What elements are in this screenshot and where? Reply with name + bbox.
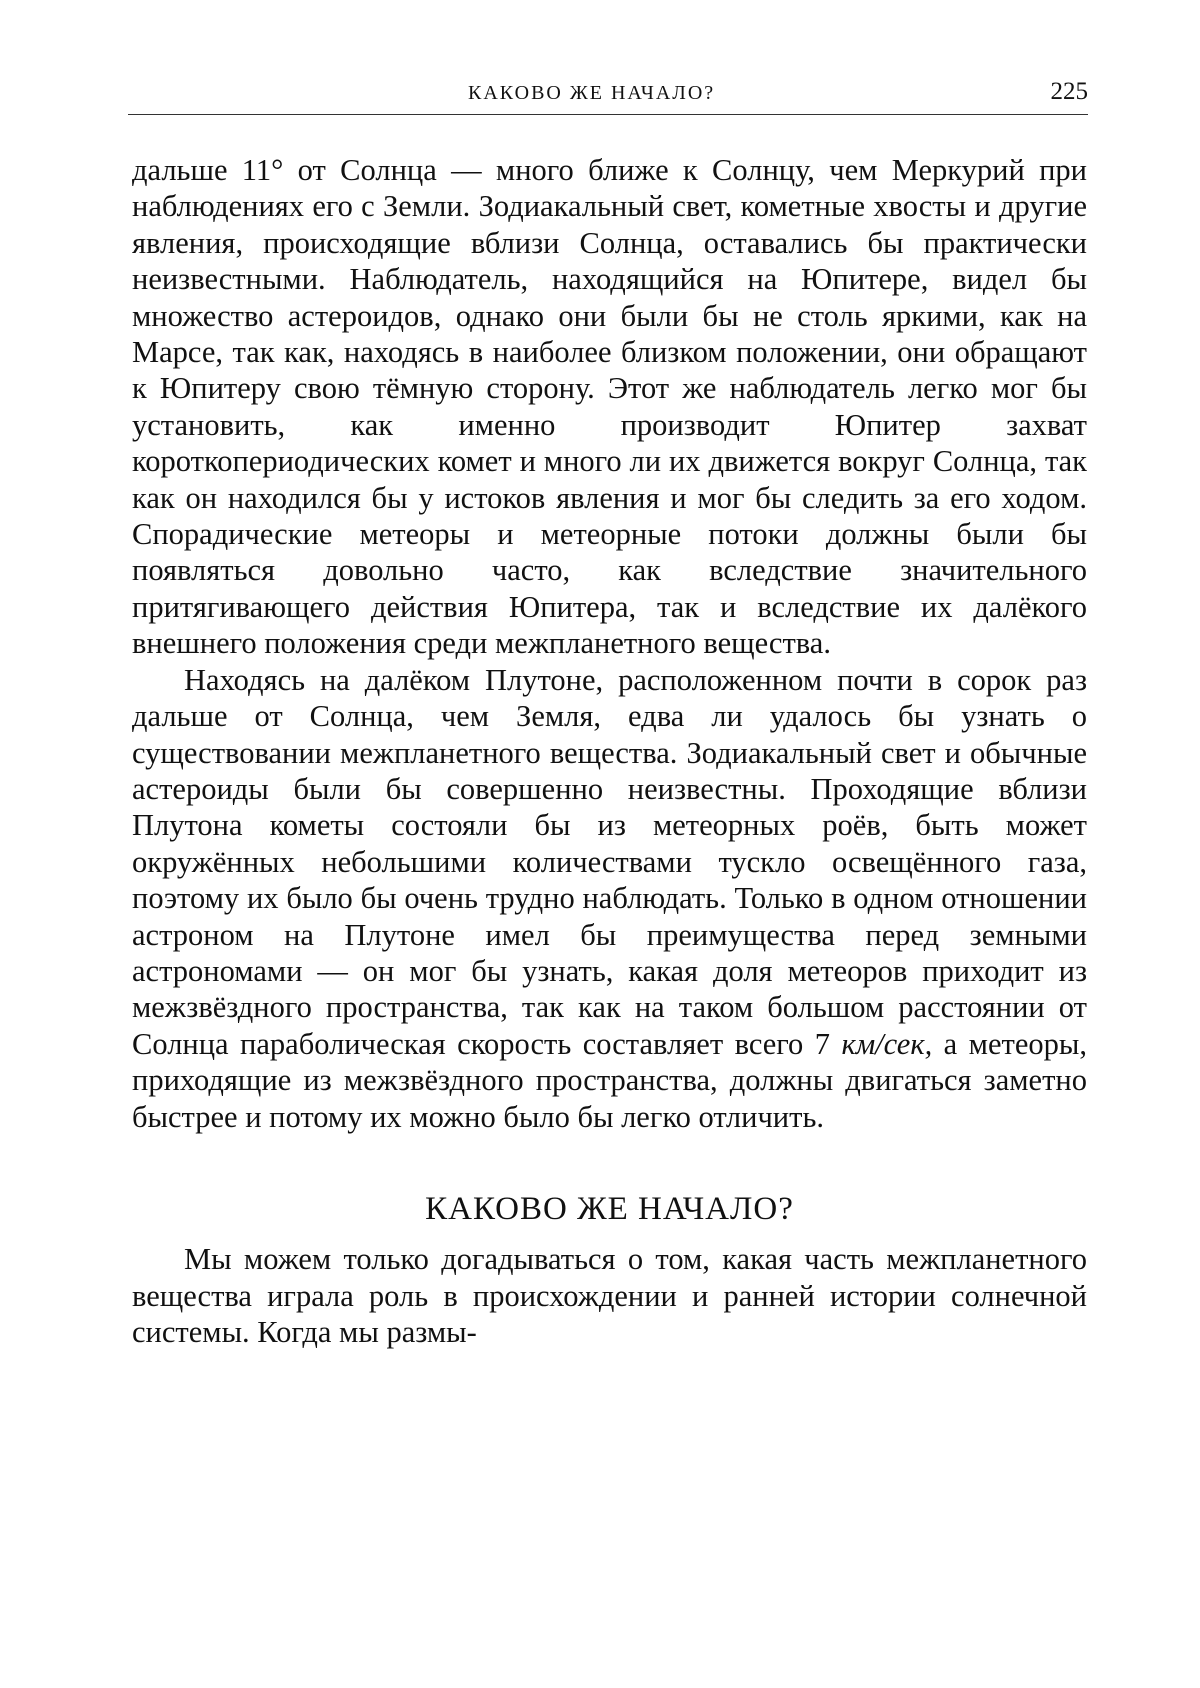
header-rule [128, 114, 1088, 115]
section-heading: КАКОВО ЖЕ НАЧАЛО? [425, 1190, 794, 1227]
body-text [132, 152, 1087, 1351]
paragraph-pluto-text-a: Находясь на далёком Плутоне, расположенном почти в сорок раз дальше от Солнца, чем Земля, едва ли удалось бы узнать о существовании межпланетного вещества. Зодиакальный свет и обычные астероиды были бы совершенно неизвестны. Проходящие вблизи Плутона кометы состояли бы из метеорных роёв, быть может окружённых небольшими количествами тускло освещённого газа, поэтому их было бы очень трудно наблюдать. Только в одном отношении астроном на Плутоне имел бы преимущества перед земными астрономами — он мог бы узнать, какая доля метеоров приходит из межзвёздного пространства, так как на таком большом расстоянии от Солнца параболическая скорость составляет всего 7 [132, 662, 1087, 1061]
speed-unit: км/сек, [841, 1026, 933, 1061]
page-number: 225 [1050, 78, 1088, 105]
paragraph-continued: дальше 11° от Солнца — много ближе к Солнцу, чем Меркурий при наблюдениях его с Земли. Зодиакальный свет, кометные хвосты и другие явления, происходящие вблизи Солнца, оставались бы практически неизвестными. Наблюдатель, находящийся на Юпитере, видел бы множество астероидов, однако они были бы не столь яркими, как на Марсе, так как, находясь в наиболее близком положении, они обращают к Юпитеру свою тёмную сторону. Этот же наблюдатель легко мог бы установить, как именно производит Юпитер захват короткопериодических комет и много ли их движется вокруг Солнца, так как он находился бы у истоков явления и мог бы следить за его ходом. Спорадические метеоры и метеорные потоки должны были бы появляться довольно часто, как вследствие значительного притягивающего действия Юпитера, так и вследствие их далёкого внешнего положения среди межпланетного вещества. [132, 153, 1087, 661]
paragraph-pluto [132, 662, 1087, 1135]
paragraph-pluto-text-b: а метеоры, приходящие из межзвёздного пространства, должны двигаться заметно быстрее и потому их можно было бы легко отличить. [132, 1026, 1087, 1134]
paragraph-origin: Мы можем только догадываться о том, какая часть межпланетного вещества играла роль в происхождении и ранней истории солнечной системы. Когда мы размы- [132, 1242, 1087, 1350]
running-title: КАКОВО ЖЕ НАЧАЛО? [468, 82, 716, 104]
running-header [128, 78, 1088, 118]
